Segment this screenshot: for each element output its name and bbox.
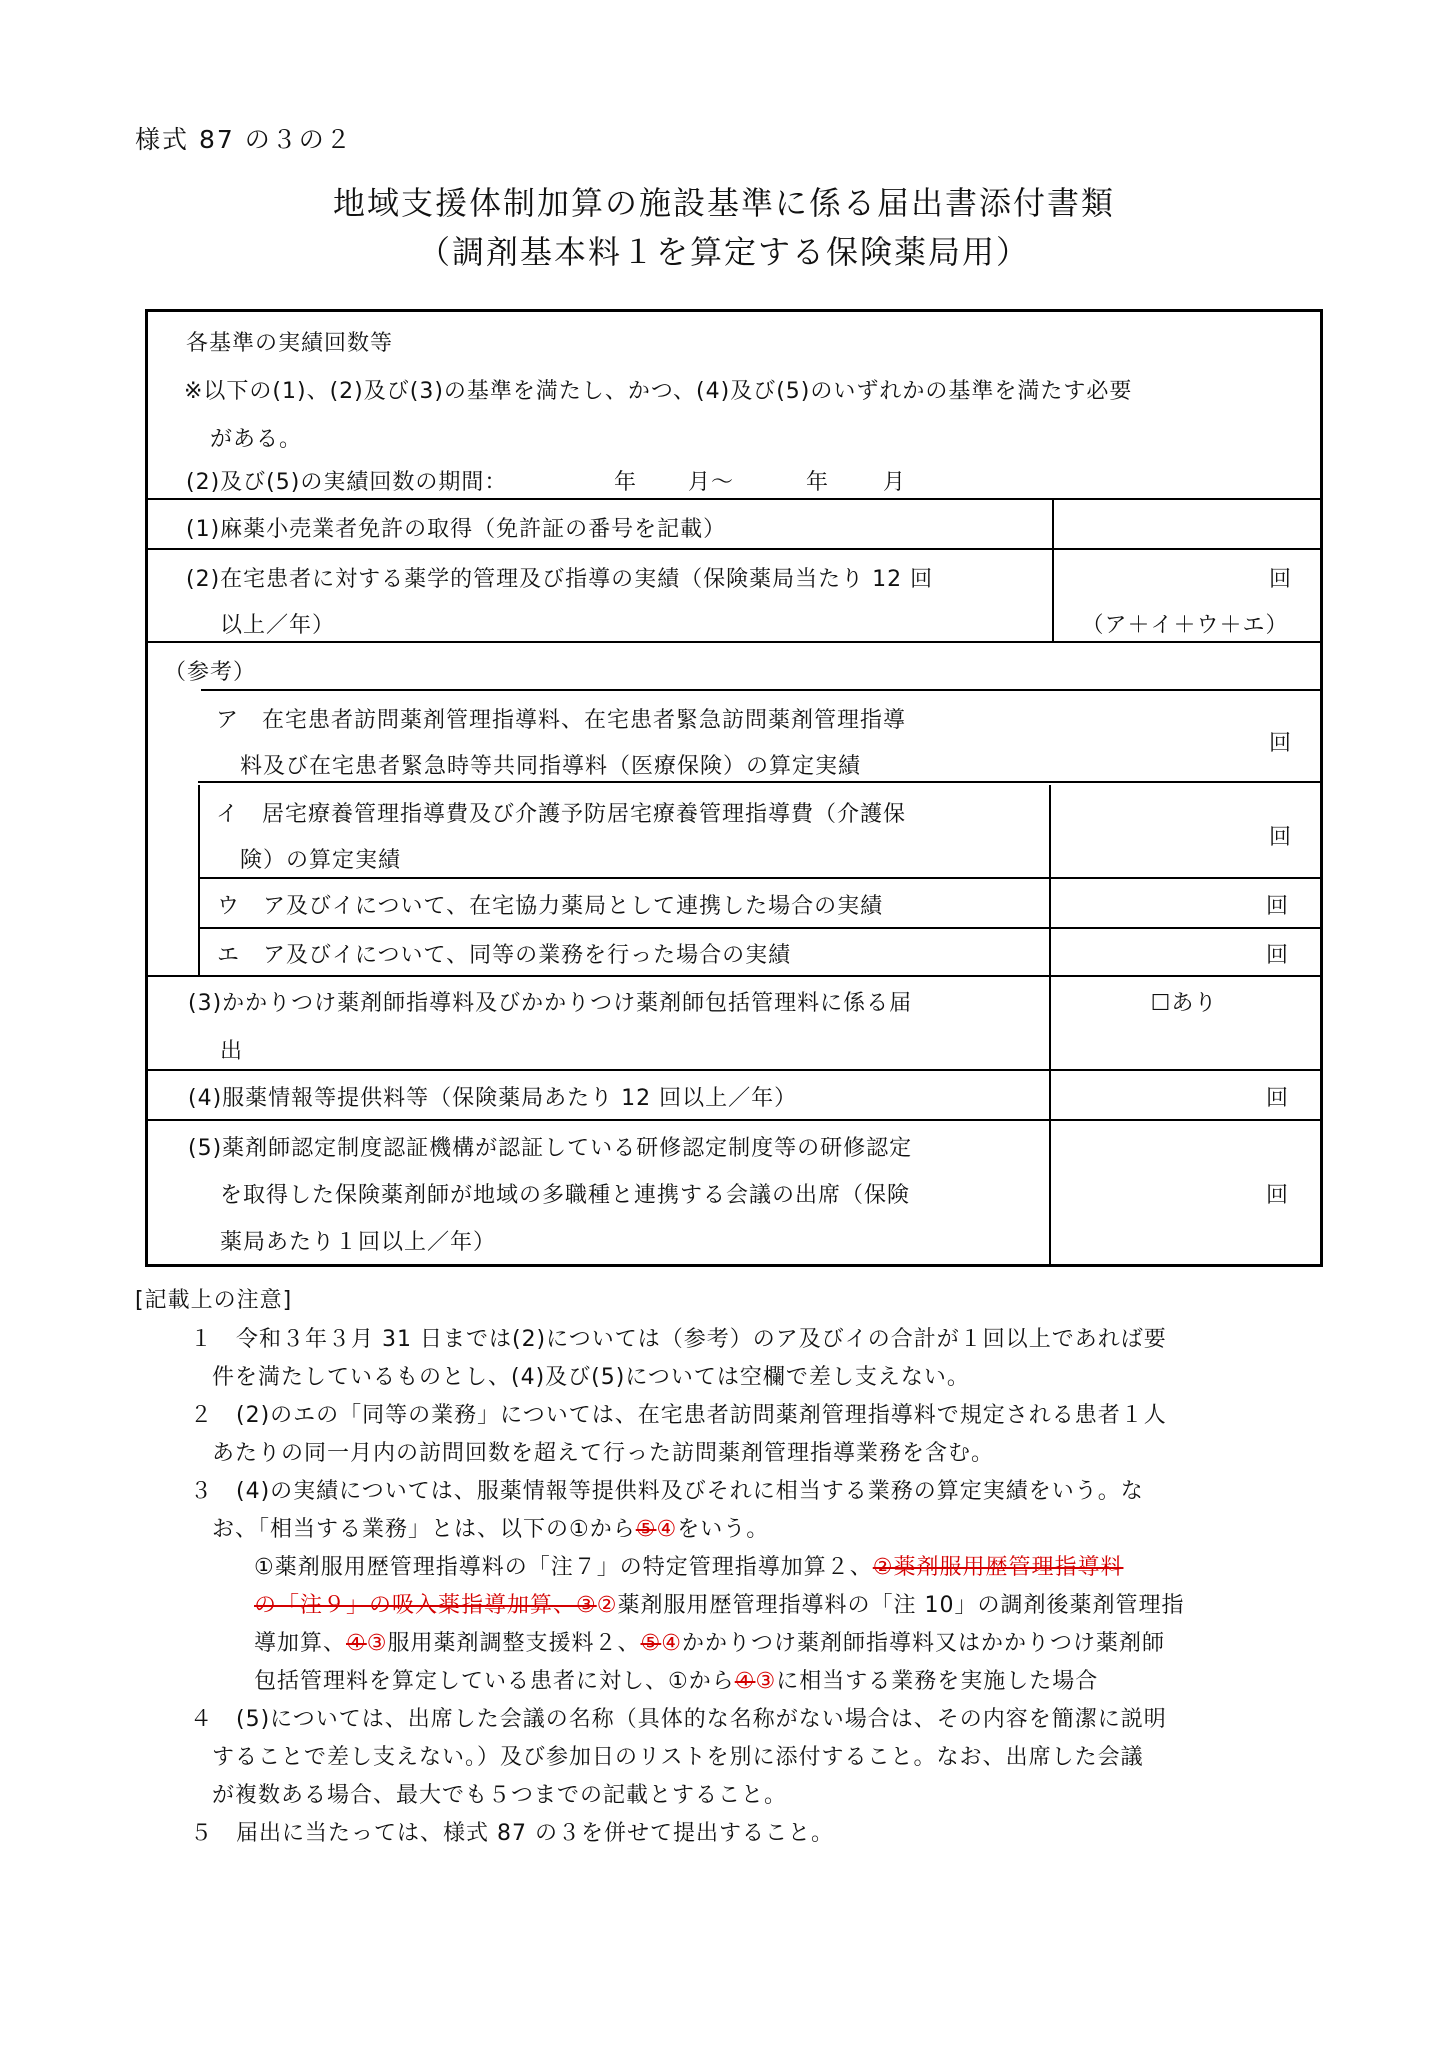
ari-checkbox[interactable]: ☐あり xyxy=(1150,991,1218,1016)
note-2: あたりの同一月内の訪問回数を超えて行った訪問薬剤管理指導業務を含む。 xyxy=(212,1441,995,1466)
unit-label: 回 xyxy=(1268,731,1292,756)
deleted-text: ⑤ xyxy=(640,1631,662,1656)
note-text: かかりつけ薬剤師指導料又はかかりつけ薬剤師 xyxy=(681,1631,1165,1656)
note-4: することで差し支えない。）及び参加日のリストを別に添付すること。なお、出席した会議 xyxy=(212,1745,1144,1770)
unit-label: 回 xyxy=(1268,567,1292,592)
note-1: 件を満たしているものとし、(4)及び(5)については空欄で差し支えない。 xyxy=(212,1365,970,1390)
table-line xyxy=(198,785,200,975)
note-text: 包括管理料を算定している患者に対し、①から xyxy=(254,1669,735,1694)
note-1: １ 令和３年３月 31 日までは(2)については（参考）のア及びイの合計が１回以上であれば要 xyxy=(190,1327,1167,1352)
formula-label: （ア＋イ＋ウ＋エ） xyxy=(1081,613,1289,638)
note-3 xyxy=(212,1512,769,1543)
reference-i: 険）の算定実績 xyxy=(240,848,402,873)
criterion-2: 以上／年） xyxy=(220,613,336,638)
criterion-3: (3)かかりつけ薬剤師指導料及びかかりつけ薬剤師包括管理料に係る届 xyxy=(188,991,913,1016)
criterion-1: (1)麻薬小売業者免許の取得（免許証の番号を記載） xyxy=(186,517,727,542)
deleted-text: の「注９」の吸入薬指導加算、③ xyxy=(254,1593,597,1618)
note-3-sub xyxy=(254,1626,1165,1657)
reference-a: 料及び在宅患者緊急時等共同指導料（医療保険）の算定実績 xyxy=(240,754,862,779)
header-line: がある。 xyxy=(210,427,303,452)
reference-a: ア 在宅患者訪問薬剤管理指導料、在宅患者緊急訪問薬剤管理指導 xyxy=(216,708,907,733)
unit-label: 回 xyxy=(1265,943,1289,968)
criterion-4: (4)服薬情報等提供料等（保険薬局あたり 12 回以上／年） xyxy=(188,1086,798,1111)
notes-heading: [記載上の注意] xyxy=(135,1288,293,1313)
unit-label: 回 xyxy=(1265,894,1289,919)
criterion-5: を取得した保険薬剤師が地域の多職種と連携する会議の出席（保険 xyxy=(220,1183,911,1208)
note-4: が複数ある場合、最大でも５つまでの記載とすること。 xyxy=(212,1783,788,1808)
unit-label: 回 xyxy=(1265,1086,1289,1111)
period-label: (2)及び(5)の実績回数の期間： xyxy=(186,470,508,495)
table-line xyxy=(198,781,1320,783)
header-line: ※以下の(1)、(2)及び(3)の基準を満たし、かつ、(4)及び(5)のいずれかの基準を満たす必要 xyxy=(184,379,1133,404)
note-text: 薬剤服用歴管理指導料の「注 10」の調剤後薬剤管理指 xyxy=(617,1593,1185,1618)
table-line xyxy=(148,1119,1320,1121)
note-3: ３ (4)の実績については、服薬情報等提供料及びそれに相当する業務の算定実績をいう。な xyxy=(190,1479,1144,1504)
inserted-text: ④ xyxy=(661,1631,682,1656)
note-text: をいう。 xyxy=(677,1517,770,1542)
note-text: に相当する業務を実施した場合 xyxy=(776,1669,1099,1694)
table-line xyxy=(148,1069,1320,1071)
document-title: 地域支援体制加算の施設基準に係る届出書添付書類 xyxy=(332,184,1115,222)
period-month: 月～ xyxy=(688,470,735,495)
unit-label: 回 xyxy=(1265,1183,1289,1208)
criterion-5: (5)薬剤師認定制度認証機構が認証している研修認定制度等の研修認定 xyxy=(188,1136,913,1161)
criterion-5: 薬局あたり１回以上／年） xyxy=(220,1230,497,1255)
note-2: ２ (2)のエの「同等の業務」については、在宅患者訪問薬剤管理指導料で規定される患者１人 xyxy=(190,1403,1167,1428)
criterion-3: 出 xyxy=(220,1039,244,1064)
note-3-sub xyxy=(254,1664,1098,1695)
table-line xyxy=(198,877,1320,879)
inserted-text: ③ xyxy=(366,1631,388,1656)
note-text: 服用薬剤調整支援料２、 xyxy=(387,1631,641,1656)
note-text: ①薬剤服用歴管理指導料の「注７」の特定管理指導加算２、 xyxy=(254,1555,873,1580)
deleted-text: ⑤ xyxy=(635,1517,657,1542)
period-year: 年 xyxy=(614,470,638,495)
form-id: 様式 87 の３の２ xyxy=(135,125,353,154)
note-3-sub xyxy=(254,1550,1123,1581)
table-line xyxy=(148,975,1320,977)
reference-e: エ ア及びイについて、同等の業務を行った場合の実績 xyxy=(217,943,792,968)
reference-i: イ 居宅療養管理指導費及び介護予防居宅療養管理指導費（介護保 xyxy=(216,802,907,827)
period-month: 月 xyxy=(883,470,907,495)
note-text: お、「相当する業務」とは、以下の①から xyxy=(212,1517,636,1542)
deleted-text: ④ xyxy=(346,1631,367,1656)
inserted-text: ④ xyxy=(656,1517,678,1542)
period-year: 年 xyxy=(806,470,830,495)
note-text: 導加算、 xyxy=(254,1631,347,1656)
header-line: 各基準の実績回数等 xyxy=(186,331,394,356)
table-line xyxy=(198,927,1320,929)
deleted-text: ④ xyxy=(734,1669,756,1694)
note-5: ５ 届出に当たっては、様式 87 の３を併せて提出すること。 xyxy=(190,1821,834,1846)
table-line xyxy=(1049,975,1051,1265)
reference-u: ウ ア及びイについて、在宅協力薬局として連携した場合の実績 xyxy=(217,894,884,919)
reference-label: （参考） xyxy=(164,660,257,685)
document-subtitle: （調剤基本料１を算定する保険薬局用） xyxy=(417,233,1030,271)
criterion-2: (2)在宅患者に対する薬学的管理及び指導の実績（保険薬局当たり 12 回 xyxy=(186,567,934,592)
deleted-text: ②薬剤服用歴管理指導料 xyxy=(872,1555,1124,1580)
inserted-text: ② xyxy=(596,1593,618,1618)
unit-label: 回 xyxy=(1268,825,1292,850)
note-3-sub xyxy=(254,1588,1184,1619)
note-4: ４ (5)については、出席した会議の名称（具体的な名称がない場合は、その内容を簡潔に説明 xyxy=(190,1707,1167,1732)
inserted-text: ③ xyxy=(755,1669,777,1694)
table-line xyxy=(1049,785,1051,975)
